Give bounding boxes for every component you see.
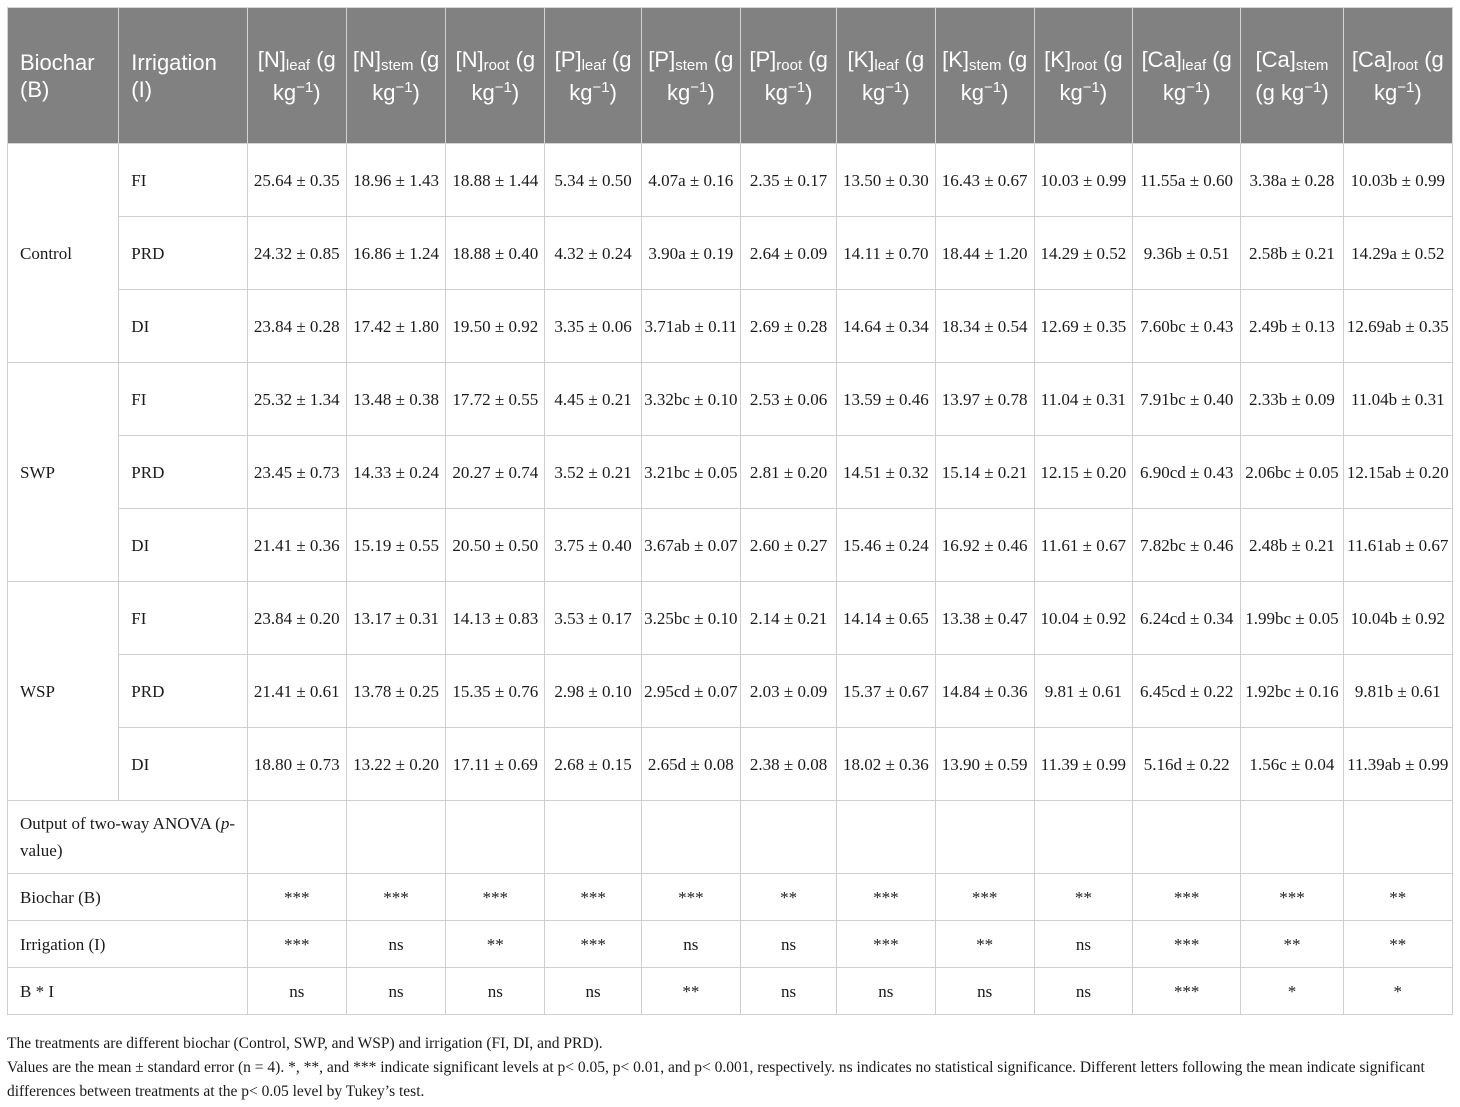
table-cell: 23.84 ± 0.20 (247, 582, 346, 655)
anova-significance-cell: *** (247, 921, 346, 968)
table-cell: 13.17 ± 0.31 (346, 582, 445, 655)
header-unit-exponent: −1 (1397, 78, 1415, 96)
header-tissue: root (483, 56, 510, 74)
table-cell: 18.88 ± 0.40 (446, 217, 545, 290)
anova-body (8, 801, 1453, 1015)
table-cell: 2.69 ± 0.28 (740, 290, 836, 363)
table-cell: 11.61ab ± 0.67 (1343, 509, 1452, 582)
irrigation-label: DI (119, 509, 247, 582)
table-cell: 13.50 ± 0.30 (837, 144, 935, 217)
anova-significance-cell: *** (1241, 874, 1343, 921)
table-cell: 13.48 ± 0.38 (346, 363, 445, 436)
table-cell: 2.03 ± 0.09 (740, 655, 836, 728)
table-cell: 14.33 ± 0.24 (346, 436, 445, 509)
header-tissue: leaf (1181, 56, 1207, 74)
table-cell: 6.45cd ± 0.22 (1133, 655, 1241, 728)
table-cell: 2.35 ± 0.17 (740, 144, 836, 217)
header-element: [P] (648, 46, 676, 72)
table-cell: 18.80 ± 0.73 (247, 728, 346, 801)
column-header-ca-stem (1241, 8, 1343, 144)
table-cell: 3.21bc ± 0.05 (641, 436, 740, 509)
table-cell: 13.90 ± 0.59 (935, 728, 1034, 801)
anova-significance-cell: ns (837, 968, 935, 1015)
header-unit: (g kg (1255, 79, 1305, 105)
table-cell: 2.33b ± 0.09 (1241, 363, 1343, 436)
table-cell: 3.53 ± 0.17 (545, 582, 641, 655)
irrigation-label: DI (119, 290, 247, 363)
table-cell: 11.04b ± 0.31 (1343, 363, 1452, 436)
column-header-k-root (1034, 8, 1132, 144)
header-row (8, 8, 1453, 144)
header-unit: (g kg (862, 46, 925, 105)
table-cell: 3.90a ± 0.19 (641, 217, 740, 290)
header-element: [N] (257, 46, 286, 72)
header-element: [Ca] (1141, 46, 1182, 72)
table-cell: 17.11 ± 0.69 (446, 728, 545, 801)
header-unit: (g kg (471, 46, 536, 105)
anova-significance-cell: ns (346, 921, 445, 968)
table-cell: 15.14 ± 0.21 (935, 436, 1034, 509)
header-element: [K] (1044, 46, 1072, 72)
column-header-p-stem (641, 8, 740, 144)
table-cell: 3.52 ± 0.21 (545, 436, 641, 509)
table-row (8, 582, 1453, 655)
header-irrigation: Irrigation (I) (119, 8, 247, 144)
header-tissue: leaf (581, 56, 606, 74)
table-cell: 17.72 ± 0.55 (446, 363, 545, 436)
table-cell: 1.92bc ± 0.16 (1241, 655, 1343, 728)
header-tissue: root (1071, 56, 1097, 74)
anova-significance-cell: ns (740, 968, 836, 1015)
table-cell: 2.38 ± 0.08 (740, 728, 836, 801)
anova-significance-cell: *** (346, 874, 445, 921)
header-tissue: leaf (285, 56, 311, 74)
header-unit-close: ) (707, 79, 715, 105)
anova-significance-cell: ns (247, 968, 346, 1015)
anova-heading: Output of two-way ANOVA (p-value) (8, 801, 248, 874)
table-cell: 16.86 ± 1.24 (346, 217, 445, 290)
anova-significance-cell: ** (935, 921, 1034, 968)
table-cell: 7.91bc ± 0.40 (1133, 363, 1241, 436)
header-unit-close: ) (1099, 79, 1108, 105)
table-cell: 21.41 ± 0.36 (247, 509, 346, 582)
table-cell: 1.56c ± 0.04 (1241, 728, 1343, 801)
header-element: [P] (554, 46, 582, 72)
footnote-treatments: The treatments are different biochar (Control, SWP, and WSP) and irrigation (FI, DI, and PRD). (7, 1035, 603, 1052)
header-unit-exponent: −1 (788, 78, 806, 96)
table-cell: 2.60 ± 0.27 (740, 509, 836, 582)
table-cell: 20.50 ± 0.50 (446, 509, 545, 582)
table-row (8, 655, 1453, 728)
column-header-k-stem (935, 8, 1034, 144)
column-header-ca-leaf (1133, 8, 1241, 144)
anova-significance-cell: *** (1133, 968, 1241, 1015)
irrigation-label: DI (119, 728, 247, 801)
table-cell: 9.36b ± 0.51 (1133, 217, 1241, 290)
table-row (8, 363, 1453, 436)
header-unit-exponent: −1 (1186, 78, 1204, 96)
column-header-n-root (446, 8, 545, 144)
header-unit-close: ) (412, 79, 420, 105)
header-unit: (g kg (272, 46, 336, 105)
table-cell: 2.06bc ± 0.05 (1241, 436, 1343, 509)
header-tissue: stem (675, 56, 708, 74)
irrigation-label: PRD (119, 655, 247, 728)
table-cell: 7.82bc ± 0.46 (1133, 509, 1241, 582)
anova-factor-label: Biochar (B) (8, 874, 248, 921)
table-cell: 3.71ab ± 0.11 (641, 290, 740, 363)
header-unit-close: ) (313, 79, 321, 105)
anova-significance-cell: ns (346, 968, 445, 1015)
header-tissue: root (1392, 56, 1419, 74)
column-header-ca-root (1343, 8, 1452, 144)
header-unit: (g kg (1059, 46, 1123, 105)
header-unit-exponent: −1 (984, 78, 1002, 96)
column-header-p-leaf (545, 8, 641, 144)
table-cell: 3.35 ± 0.06 (545, 290, 641, 363)
anova-significance-cell: ns (935, 968, 1034, 1015)
anova-significance-cell: ns (1034, 968, 1132, 1015)
table-cell: 2.81 ± 0.20 (740, 436, 836, 509)
table-cell: 11.55a ± 0.60 (1133, 144, 1241, 217)
table-cell: 19.50 ± 0.92 (446, 290, 545, 363)
anova-significance-cell: ** (641, 968, 740, 1015)
irrigation-label: FI (119, 363, 247, 436)
header-unit: (g kg (764, 46, 828, 105)
header-tissue: stem (381, 56, 414, 74)
header-unit-close: ) (1414, 79, 1422, 105)
nutrient-table (7, 7, 1453, 1015)
table-cell: 4.32 ± 0.24 (545, 217, 641, 290)
table-cell: 12.69 ± 0.35 (1034, 290, 1132, 363)
table-cell: 18.88 ± 1.44 (446, 144, 545, 217)
header-unit: (g kg (1373, 46, 1444, 105)
table-cell: 3.32bc ± 0.10 (641, 363, 740, 436)
header-element: [N] (455, 46, 484, 72)
anova-significance-cell: *** (545, 921, 641, 968)
header-unit: (g kg (569, 46, 632, 105)
anova-significance-cell: ns (446, 968, 545, 1015)
anova-significance-cell: *** (837, 874, 935, 921)
irrigation-label: FI (119, 144, 247, 217)
table-cell: 16.43 ± 0.67 (935, 144, 1034, 217)
anova-significance-cell: *** (935, 874, 1034, 921)
table-cell: 6.24cd ± 0.34 (1133, 582, 1241, 655)
table-cell: 23.84 ± 0.28 (247, 290, 346, 363)
table-cell: 11.39ab ± 0.99 (1343, 728, 1452, 801)
header-unit-exponent: −1 (494, 78, 512, 96)
anova-significance-cell: ** (740, 874, 836, 921)
anova-significance-cell: ns (1034, 921, 1132, 968)
table-cell: 11.39 ± 0.99 (1034, 728, 1132, 801)
table-cell: 13.97 ± 0.78 (935, 363, 1034, 436)
table-cell: 24.32 ± 0.85 (247, 217, 346, 290)
column-header-n-leaf (247, 8, 346, 144)
header-unit: (g kg (372, 46, 440, 105)
table-cell: 14.84 ± 0.36 (935, 655, 1034, 728)
table-cell: 25.32 ± 1.34 (247, 363, 346, 436)
table-cell: 9.81 ± 0.61 (1034, 655, 1132, 728)
table-cell: 12.69ab ± 0.35 (1343, 290, 1452, 363)
anova-row (8, 874, 1453, 921)
header-tissue: leaf (874, 56, 899, 74)
header-element: [N] (352, 46, 381, 72)
table-cell: 14.11 ± 0.70 (837, 217, 935, 290)
header-element: [Ca] (1255, 46, 1296, 72)
table-cell: 18.44 ± 1.20 (935, 217, 1034, 290)
header-unit-exponent: −1 (296, 78, 314, 96)
table-cell: 14.51 ± 0.32 (837, 436, 935, 509)
column-header-p-root (740, 8, 836, 144)
table-cell: 2.98 ± 0.10 (545, 655, 641, 728)
table-cell: 5.16d ± 0.22 (1133, 728, 1241, 801)
biochar-group-label: Control (8, 144, 119, 363)
table-cell: 10.04b ± 0.92 (1343, 582, 1452, 655)
anova-significance-cell: * (1241, 968, 1343, 1015)
anova-significance-cell: *** (1133, 874, 1241, 921)
column-header-n-stem (346, 8, 445, 144)
table-cell: 1.99bc ± 0.05 (1241, 582, 1343, 655)
anova-significance-cell: *** (1133, 921, 1241, 968)
table-cell: 16.92 ± 0.46 (935, 509, 1034, 582)
column-header-k-leaf (837, 8, 935, 144)
table-cell: 14.29 ± 0.52 (1034, 217, 1132, 290)
table-cell: 13.59 ± 0.46 (837, 363, 935, 436)
anova-significance-cell: ** (1343, 874, 1452, 921)
header-unit-exponent: −1 (1082, 78, 1100, 96)
table-cell: 14.64 ± 0.34 (837, 290, 935, 363)
table-row (8, 728, 1453, 801)
header-unit-close: ) (1001, 79, 1009, 105)
table-cell: 12.15ab ± 0.20 (1343, 436, 1452, 509)
header-unit-exponent: −1 (395, 78, 413, 96)
table-cell: 25.64 ± 0.35 (247, 144, 346, 217)
table-cell: 10.03b ± 0.99 (1343, 144, 1452, 217)
data-body (8, 144, 1453, 801)
table-row (8, 509, 1453, 582)
header-element: [P] (749, 46, 777, 72)
table-cell: 15.35 ± 0.76 (446, 655, 545, 728)
table-cell: 14.14 ± 0.65 (837, 582, 935, 655)
header-unit-close: ) (805, 79, 813, 105)
table-cell: 18.34 ± 0.54 (935, 290, 1034, 363)
anova-row (8, 968, 1453, 1015)
table-cell: 2.68 ± 0.15 (545, 728, 641, 801)
table-cell: 11.61 ± 0.67 (1034, 509, 1132, 582)
header-unit-exponent: −1 (1304, 78, 1322, 96)
header-element: [Ca] (1351, 46, 1393, 72)
anova-row (8, 921, 1453, 968)
table-cell: 23.45 ± 0.73 (247, 436, 346, 509)
table-row (8, 144, 1453, 217)
anova-factor-label: B * I (8, 968, 248, 1015)
table-cell: 14.13 ± 0.83 (446, 582, 545, 655)
anova-significance-cell: ns (641, 921, 740, 968)
anova-heading-row (8, 801, 1453, 874)
table-cell: 11.04 ± 0.31 (1034, 363, 1132, 436)
table-cell: 20.27 ± 0.74 (446, 436, 545, 509)
irrigation-label: FI (119, 582, 247, 655)
table-cell: 3.75 ± 0.40 (545, 509, 641, 582)
table-cell: 2.65d ± 0.08 (641, 728, 740, 801)
table-row (8, 436, 1453, 509)
biochar-group-label: WSP (8, 582, 119, 801)
header-unit-exponent: −1 (690, 78, 708, 96)
header-tissue: stem (1295, 56, 1329, 74)
header-unit-exponent: −1 (592, 78, 610, 96)
header-element: [K] (942, 46, 969, 72)
anova-factor-label: Irrigation (I) (8, 921, 248, 968)
table-cell: 4.45 ± 0.21 (545, 363, 641, 436)
table-cell: 2.49b ± 0.13 (1241, 290, 1343, 363)
table-cell: 2.95cd ± 0.07 (641, 655, 740, 728)
table-cell: 9.81b ± 0.61 (1343, 655, 1452, 728)
table-footnotes (7, 1032, 1453, 1104)
table-cell: 15.46 ± 0.24 (837, 509, 935, 582)
header-unit: (g kg (666, 46, 734, 105)
table-cell: 18.96 ± 1.43 (346, 144, 445, 217)
header-unit: (g kg (1162, 46, 1232, 105)
table-cell: 5.34 ± 0.50 (545, 144, 641, 217)
header-unit-close: ) (511, 79, 520, 105)
table-cell: 10.03 ± 0.99 (1034, 144, 1132, 217)
anova-significance-cell: ** (1034, 874, 1132, 921)
table-cell: 18.02 ± 0.36 (837, 728, 935, 801)
table-cell: 21.41 ± 0.61 (247, 655, 346, 728)
header-element: [K] (847, 46, 875, 72)
irrigation-label: PRD (119, 217, 247, 290)
table-cell: 14.29a ± 0.52 (1343, 217, 1452, 290)
header-unit: (g kg (960, 46, 1028, 105)
header-unit-exponent: −1 (885, 78, 903, 96)
table-cell: 3.25bc ± 0.10 (641, 582, 740, 655)
anova-significance-cell: *** (247, 874, 346, 921)
table-cell: 2.48b ± 0.21 (1241, 509, 1343, 582)
table-cell: 6.90cd ± 0.43 (1133, 436, 1241, 509)
anova-significance-cell: ** (446, 921, 545, 968)
table-cell: 13.78 ± 0.25 (346, 655, 445, 728)
table-cell: 2.14 ± 0.21 (740, 582, 836, 655)
table-cell: 12.15 ± 0.20 (1034, 436, 1132, 509)
anova-significance-cell: *** (641, 874, 740, 921)
anova-significance-cell: *** (545, 874, 641, 921)
table-cell: 2.58b ± 0.21 (1241, 217, 1343, 290)
table-cell: 7.60bc ± 0.43 (1133, 290, 1241, 363)
biochar-group-label: SWP (8, 363, 119, 582)
table-row (8, 217, 1453, 290)
anova-significance-cell: *** (446, 874, 545, 921)
table-cell: 2.53 ± 0.06 (740, 363, 836, 436)
anova-significance-cell: *** (837, 921, 935, 968)
table-cell: 15.37 ± 0.67 (837, 655, 935, 728)
table-cell: 15.19 ± 0.55 (346, 509, 445, 582)
anova-significance-cell: ** (1241, 921, 1343, 968)
table-cell: 3.38a ± 0.28 (1241, 144, 1343, 217)
irrigation-label: PRD (119, 436, 247, 509)
header-biochar: Biochar (B) (8, 8, 119, 144)
anova-significance-cell: ns (740, 921, 836, 968)
anova-significance-cell: ** (1343, 921, 1452, 968)
anova-significance-cell: * (1343, 968, 1452, 1015)
table-cell: 2.64 ± 0.09 (740, 217, 836, 290)
table-cell: 10.04 ± 0.92 (1034, 582, 1132, 655)
header-unit-close: ) (1203, 79, 1211, 105)
anova-significance-cell: ns (545, 968, 641, 1015)
header-unit-close: ) (609, 79, 617, 105)
header-tissue: stem (968, 56, 1002, 74)
header-unit-close: ) (1321, 79, 1329, 105)
table-row (8, 290, 1453, 363)
table-cell: 4.07a ± 0.16 (641, 144, 740, 217)
table-cell: 3.67ab ± 0.07 (641, 509, 740, 582)
table-cell: 13.22 ± 0.20 (346, 728, 445, 801)
header-tissue: root (776, 56, 803, 74)
table-cell: 13.38 ± 0.47 (935, 582, 1034, 655)
table-cell: 17.42 ± 1.80 (346, 290, 445, 363)
header-unit-close: ) (902, 79, 910, 105)
footnote-statistics: Values are the mean ± standard error (n = 4). *, **, and *** indicate significant levels at p< 0.05, p< 0.01, and p< 0.001, respectively. ns indicates no statistical significance. Different letters following the mean indicate significant differences between treatments at the p< 0.05 level by Tukey’s test. (7, 1059, 1425, 1100)
